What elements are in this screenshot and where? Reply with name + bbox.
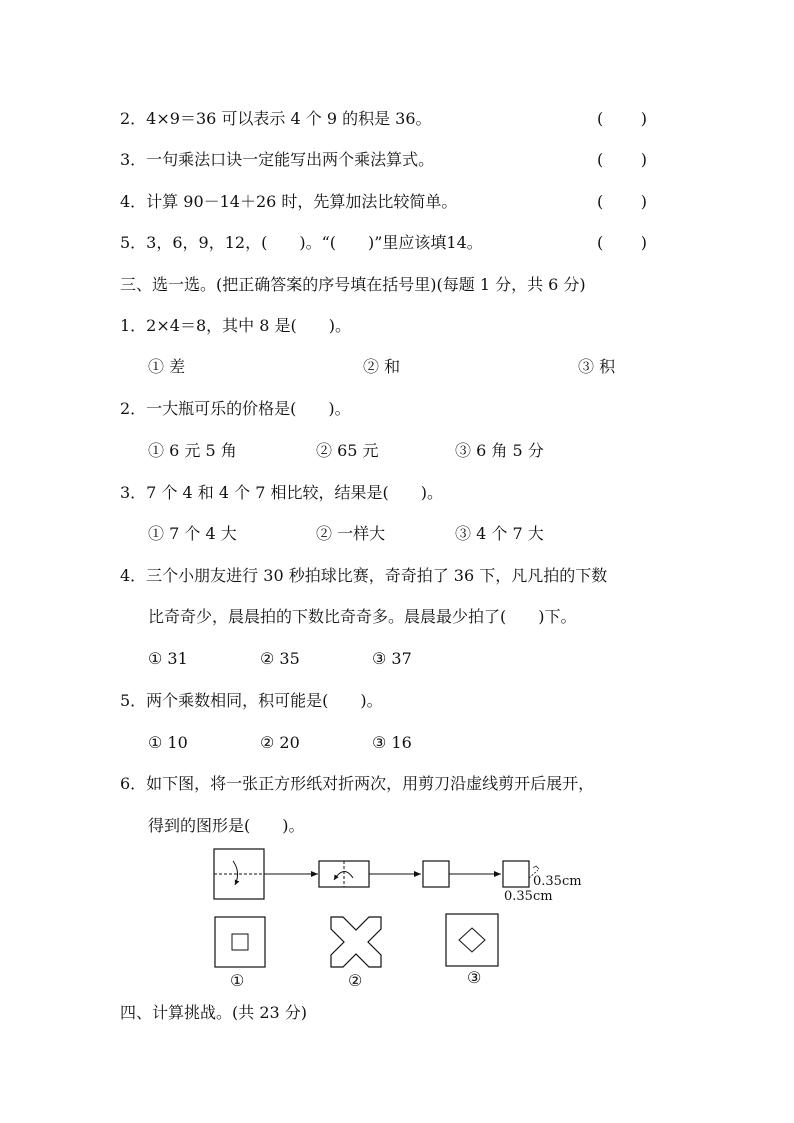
judgement-item-2: 2．4×9＝36 可以表示 4 个 9 的积是 36。 [120,109,432,128]
q1-option-1: ① 差 [148,357,186,376]
q5-option-2: ② 20 [260,733,300,752]
paren-open: ( [597,233,604,252]
section-4-title: 四、计算挑战。(共 23 分) [120,1003,308,1022]
q5-option-1: ① 10 [148,733,188,752]
paren-open: ( [597,192,604,211]
judgement-item-4: 4．计算 90－14＋26 时，先算加法比较简单。 [120,192,458,211]
paren-close: ) [640,150,647,169]
q6-stem-line-2: 得到的图形是( )。 [148,816,305,835]
q2-option-1: ① 6 元 5 角 [148,441,237,460]
paren-close: ) [640,192,647,211]
choice-3-label: ③ [467,968,482,987]
q1-option-2: ② 和 [363,357,401,376]
q3-option-3: ③ 4 个 7 大 [455,524,544,543]
q1-option-3: ③ 积 [578,357,616,376]
choice-1-label: ① [230,971,245,990]
dimension-label-2: 0.35cm [504,889,553,904]
q1-stem: 1．2×4＝8，其中 8 是( )。 [120,316,351,335]
q4-stem-line-1: 4．三个小朋友进行 30 秒拍球比赛，奇奇拍了 36 下，凡凡拍的下数 [120,566,608,585]
q2-stem: 2．一大瓶可乐的价格是( )。 [120,399,351,418]
choice-3-figure [446,914,498,966]
dimension-label-1: 0.35cm [533,874,582,889]
q5-option-3: ③ 16 [372,733,412,752]
fold-step-1-square [214,849,264,899]
paren-open: ( [597,109,604,128]
choice-2-label: ② [348,971,363,990]
q4-option-2: ② 35 [260,649,300,668]
judgement-item-5: 5．3，6，9，12，( )。“( )”里应该填14。 [120,233,483,252]
choice-1-figure [215,917,265,967]
paren-close: ) [640,233,647,252]
q3-option-2: ② 一样大 [316,524,386,543]
section-3-title: 三、选一选。(把正确答案的序号填在括号里)(每题 1 分，共 6 分) [120,275,586,294]
fold-step-2-rectangle [319,861,369,887]
q5-stem: 5．两个乘数相同，积可能是( )。 [120,691,383,710]
fold-step-3-square [423,861,449,887]
q4-option-3: ③ 37 [372,649,412,668]
q2-option-2: ② 65 元 [316,441,379,460]
q4-option-1: ① 31 [148,649,188,668]
q3-option-1: ① 7 个 4 大 [148,524,237,543]
q6-stem-line-1: 6．如下图，将一张正方形纸对折两次，用剪刀沿虚线剪开后展开， [120,774,595,793]
q2-option-3: ③ 6 角 5 分 [455,441,544,460]
paren-open: ( [597,150,604,169]
choice-2-figure [331,917,381,967]
q4-stem-line-2: 比奇奇少，晨晨拍的下数比奇奇多。晨晨最少拍了( )下。 [148,607,577,626]
q3-stem: 3．7 个 4 和 4 个 7 相比较，结果是( )。 [120,483,443,502]
judgement-item-3: 3．一句乘法口诀一定能写出两个乘法算式。 [120,150,435,169]
paren-close: ) [640,109,647,128]
